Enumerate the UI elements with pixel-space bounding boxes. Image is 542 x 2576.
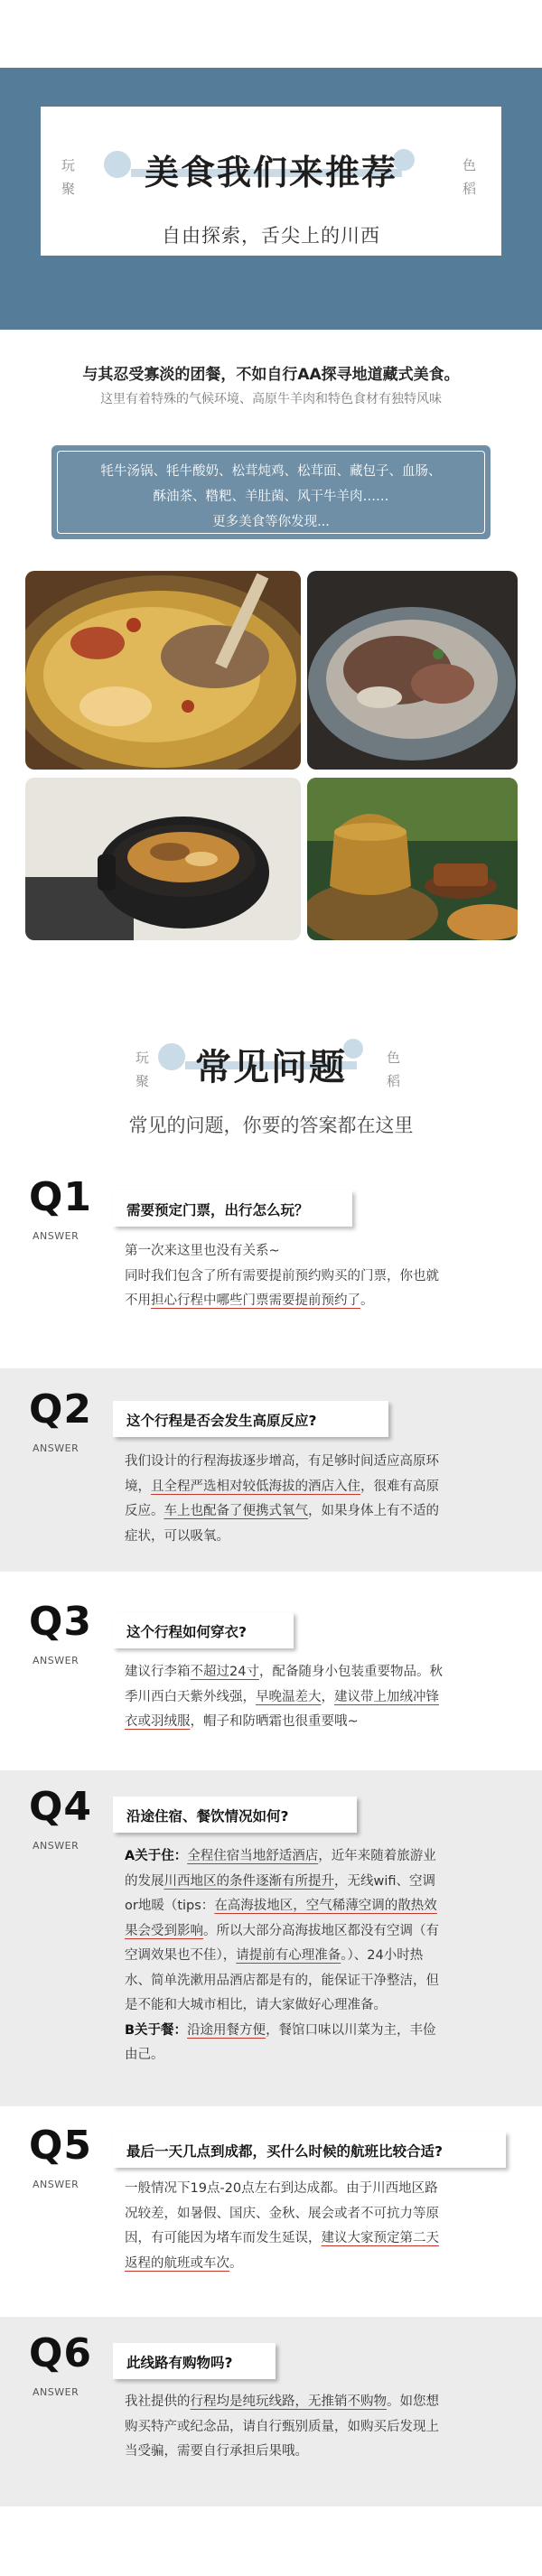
food-list-line-1: 牦牛汤锅、牦牛酸奶、松茸炖鸡、松茸面、藏包子、血肠、	[100, 464, 442, 479]
page-title: 美食我们来推荐	[144, 153, 397, 192]
q6-answer: 我社提供的行程均是纯玩线路，无推销不购物。如您想 购买特产或纪念品，请自行甄别质量，如购买后发现上 当受骗，需要自行承担后果哦。	[125, 2394, 439, 2459]
q3-question: 这个行程如何穿衣?	[126, 1624, 247, 1640]
q5-answer-label: ANSWER	[33, 2179, 79, 2190]
side-char-right-2: 稻	[463, 181, 477, 197]
q6-question: 此线路有购物吗?	[126, 2355, 233, 2371]
q5-number: Q5	[29, 2123, 93, 2169]
q5-answer: 一般情况下19点-20点左右到达成都。由于川西地区路 况较差，如暑假、国庆、金秋、展会或者不可抗力等原 因，有可能因为堵车而发生延误，建议大家预定第二天 返程的航班或车次。	[125, 2181, 439, 2271]
photo-mushroom-stew	[25, 778, 301, 940]
q2-answer-label: ANSWER	[33, 1442, 79, 1454]
q5-question: 最后一天几点到成都，买什么时候的航班比较合适?	[126, 2143, 443, 2160]
q3-number: Q3	[29, 1599, 93, 1645]
faq-side-char-left-2: 聚	[136, 1073, 150, 1089]
side-char-left-1: 玩	[61, 157, 76, 173]
q1-question: 需要预定门票，出行怎么玩？	[126, 1202, 309, 1218]
faq-subtitle: 常见的问题，你要的答案都在这里	[128, 1115, 414, 1136]
q1-answer: 第一次来这里也没有关系~ 同时我们包含了所有需要提前预约购买的门票，你也就 不用担心行程中哪些门票需要提前预约了。	[125, 1244, 439, 1308]
photo-yak-soup-pot	[25, 571, 301, 770]
q3-answer: 建议行李箱不超过24寸，配备随身小包装重要物品。秋 季川西白天紫外线强，早晚温差大，建议带上加绒冲锋 衣或羽绒服，帽子和防晒霜也很重要哦~	[125, 1665, 443, 1729]
intro-headline: 与其忍受寡淡的团餐，不如自行AA探寻地道藏式美食。	[82, 366, 460, 384]
faq-title: 常见问题	[195, 1047, 347, 1088]
photo-butter-tea	[307, 778, 518, 940]
q4-answer: A关于住：全程住宿当地舒适酒店，近年来随着旅游业 的发展川西地区的条件逐渐有所提升，无线wifi、空调 or地暖（tips：在高海拔地区，空气稀薄空调的散热效 果会受到影响。所以大部分高海拔地区都没有空调（有 空调效果也不佳），请提前有心理准备。）、24小时热 水、简单洗漱用品酒店都是有的，能保证干净整洁，但 是不能和大城市相比，请大家做好心理准备。 B关于餐：沿途用餐方便，餐馆口味以川菜为主，丰俭 由己。	[125, 1849, 439, 2062]
photo-lamb-hotpot	[307, 571, 518, 770]
q1-number: Q1	[29, 1174, 93, 1220]
faq-side-char-right-1: 色	[387, 1050, 401, 1066]
q6-answer-label: ANSWER	[33, 2386, 79, 2398]
faq-side-char-right-2: 稻	[387, 1073, 401, 1089]
food-list-line-3: 更多美食等你发现...	[212, 515, 330, 529]
q4-number: Q4	[29, 1784, 93, 1830]
page-subtitle: 自由探索，舌尖上的川西	[162, 225, 380, 247]
side-char-left-2: 聚	[61, 181, 76, 197]
q2-answer: 我们设计的行程海拔逐步增高，有足够时间适应高原环 境，且全程严选相对较低海拔的酒店入住，很难有高原 反应。车上也配备了便携式氧气，如果身体上有不适的 症状，可以吸氧。	[125, 1454, 439, 1544]
q6-number: Q6	[29, 2330, 93, 2376]
faq-side-char-left-1: 玩	[136, 1050, 150, 1066]
q2-number: Q2	[29, 1386, 93, 1433]
food-list-line-2: 酥油茶、糌粑、羊肚菌、风干牛羊肉……	[153, 490, 389, 504]
q3-answer-label: ANSWER	[33, 1655, 79, 1666]
q4-answer-label: ANSWER	[33, 1840, 79, 1852]
q4-question: 沿途住宿、餐饮情况如何?	[126, 1808, 289, 1825]
side-char-right-1: 色	[463, 157, 477, 173]
q1-answer-label: ANSWER	[33, 1230, 79, 1242]
q2-question: 这个行程是否会发生高原反应?	[126, 1413, 317, 1429]
intro-description: 这里有着特殊的气候环境、高原牛羊肉和特色食材有独特风味	[100, 392, 442, 406]
